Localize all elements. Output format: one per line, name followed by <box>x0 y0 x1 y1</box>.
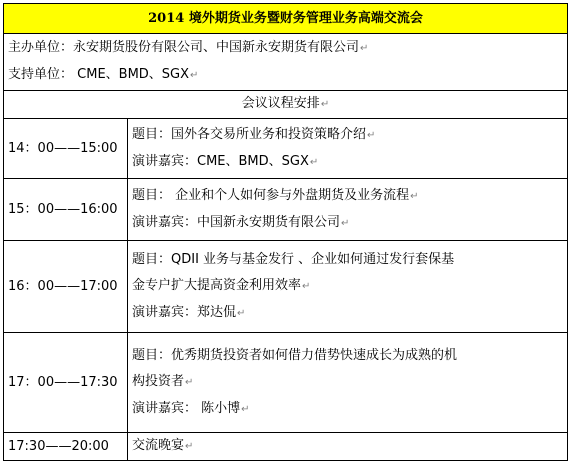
session-time-text: 15：00——16:00 <box>8 201 118 217</box>
session-detail <box>128 119 568 179</box>
paragraph-mark-icon: ↵ <box>341 217 350 229</box>
session-speaker-text: 演讲嘉宾：郑达侃 <box>132 304 237 320</box>
organizer-cell <box>4 34 568 91</box>
session-topic-text: 题目：优秀期货投资者如何借力借势快速成长为成熟的机 <box>132 347 458 363</box>
support-value: CME、BMD、SGX <box>73 67 190 82</box>
title-row <box>4 4 568 34</box>
session-speaker <box>132 300 563 327</box>
session-topic-text: 题目：国外各交易所业务和投资策略介绍 <box>132 126 367 142</box>
session-topic-text: 题目： 企业和个人如何参与外盘期货及业务流程 <box>132 187 410 203</box>
session-time <box>4 333 128 433</box>
session-time <box>4 179 128 241</box>
session-speaker <box>132 210 563 237</box>
session-time-text: 14：00——15:00 <box>8 140 118 156</box>
paragraph-mark-icon: ↵ <box>309 156 319 168</box>
page-title: 2014 境外期货业务暨财务管理业务高端交流会 <box>4 4 568 34</box>
session-topic <box>132 433 563 460</box>
session-time <box>4 433 128 461</box>
paragraph-mark-icon: ↵ <box>185 376 194 388</box>
session-speaker-text: 演讲嘉宾： 陈小博 <box>132 400 241 416</box>
agenda-table <box>3 3 568 461</box>
paragraph-mark-icon: ↵ <box>410 190 419 202</box>
session-topic <box>132 183 563 210</box>
paragraph-mark-icon: ↵ <box>320 99 330 110</box>
session-time-text: 16：00——17:00 <box>8 278 118 294</box>
session-topic-line-1 <box>132 247 563 273</box>
host-value: 永安期货股份有限公司、中国新永安期货有限公司 <box>73 40 360 55</box>
paragraph-mark-icon: ↵ <box>360 43 369 54</box>
session-detail <box>128 179 568 241</box>
session-topic-line-2 <box>132 369 563 396</box>
session-time <box>4 241 128 333</box>
organizer-row <box>4 34 568 91</box>
session-speaker-text: 演讲嘉宾：中国新永安期货有限公司 <box>132 214 341 230</box>
table-row <box>4 241 568 333</box>
session-time <box>4 119 128 179</box>
session-detail <box>128 241 568 333</box>
support-label: 支持单位： <box>8 67 74 82</box>
session-time-text: 17:30——20:00 <box>8 438 109 454</box>
session-detail <box>128 333 568 433</box>
table-row <box>4 333 568 433</box>
session-topic-text: 交流晚宴 <box>132 438 185 453</box>
table-row <box>4 119 568 179</box>
table-row <box>4 179 568 241</box>
session-detail <box>128 433 568 461</box>
paragraph-mark-icon: ↵ <box>302 280 311 292</box>
host-line <box>8 35 563 62</box>
session-topic-text: 金专户扩大提高资金利用效率 <box>132 277 302 293</box>
session-topic-line-1 <box>132 343 563 369</box>
paragraph-mark-icon: ↵ <box>190 70 199 81</box>
host-label: 主办单位： <box>8 40 74 55</box>
paragraph-mark-icon: ↵ <box>185 441 194 452</box>
session-speaker <box>132 396 563 423</box>
paragraph-mark-icon: ↵ <box>367 129 376 141</box>
section-heading-text: 会议议程安排 <box>241 96 320 111</box>
paragraph-mark-icon: ↵ <box>237 307 246 319</box>
session-topic-line-2 <box>132 273 563 300</box>
session-topic <box>132 122 563 149</box>
session-speaker-text: 演讲嘉宾：CME、BMD、SGX <box>132 153 309 169</box>
session-speaker <box>132 149 563 176</box>
session-topic-text: 题目：QDII 业务与基金发行 、企业如何通过发行套保基 <box>132 251 455 267</box>
paragraph-mark-icon: ↵ <box>241 403 250 415</box>
session-time-text: 17：00——17:30 <box>8 374 118 390</box>
session-topic-text: 构投资者 <box>132 373 185 389</box>
section-row <box>4 91 568 119</box>
table-row <box>4 433 568 461</box>
support-line <box>8 62 563 89</box>
section-heading <box>4 91 568 119</box>
